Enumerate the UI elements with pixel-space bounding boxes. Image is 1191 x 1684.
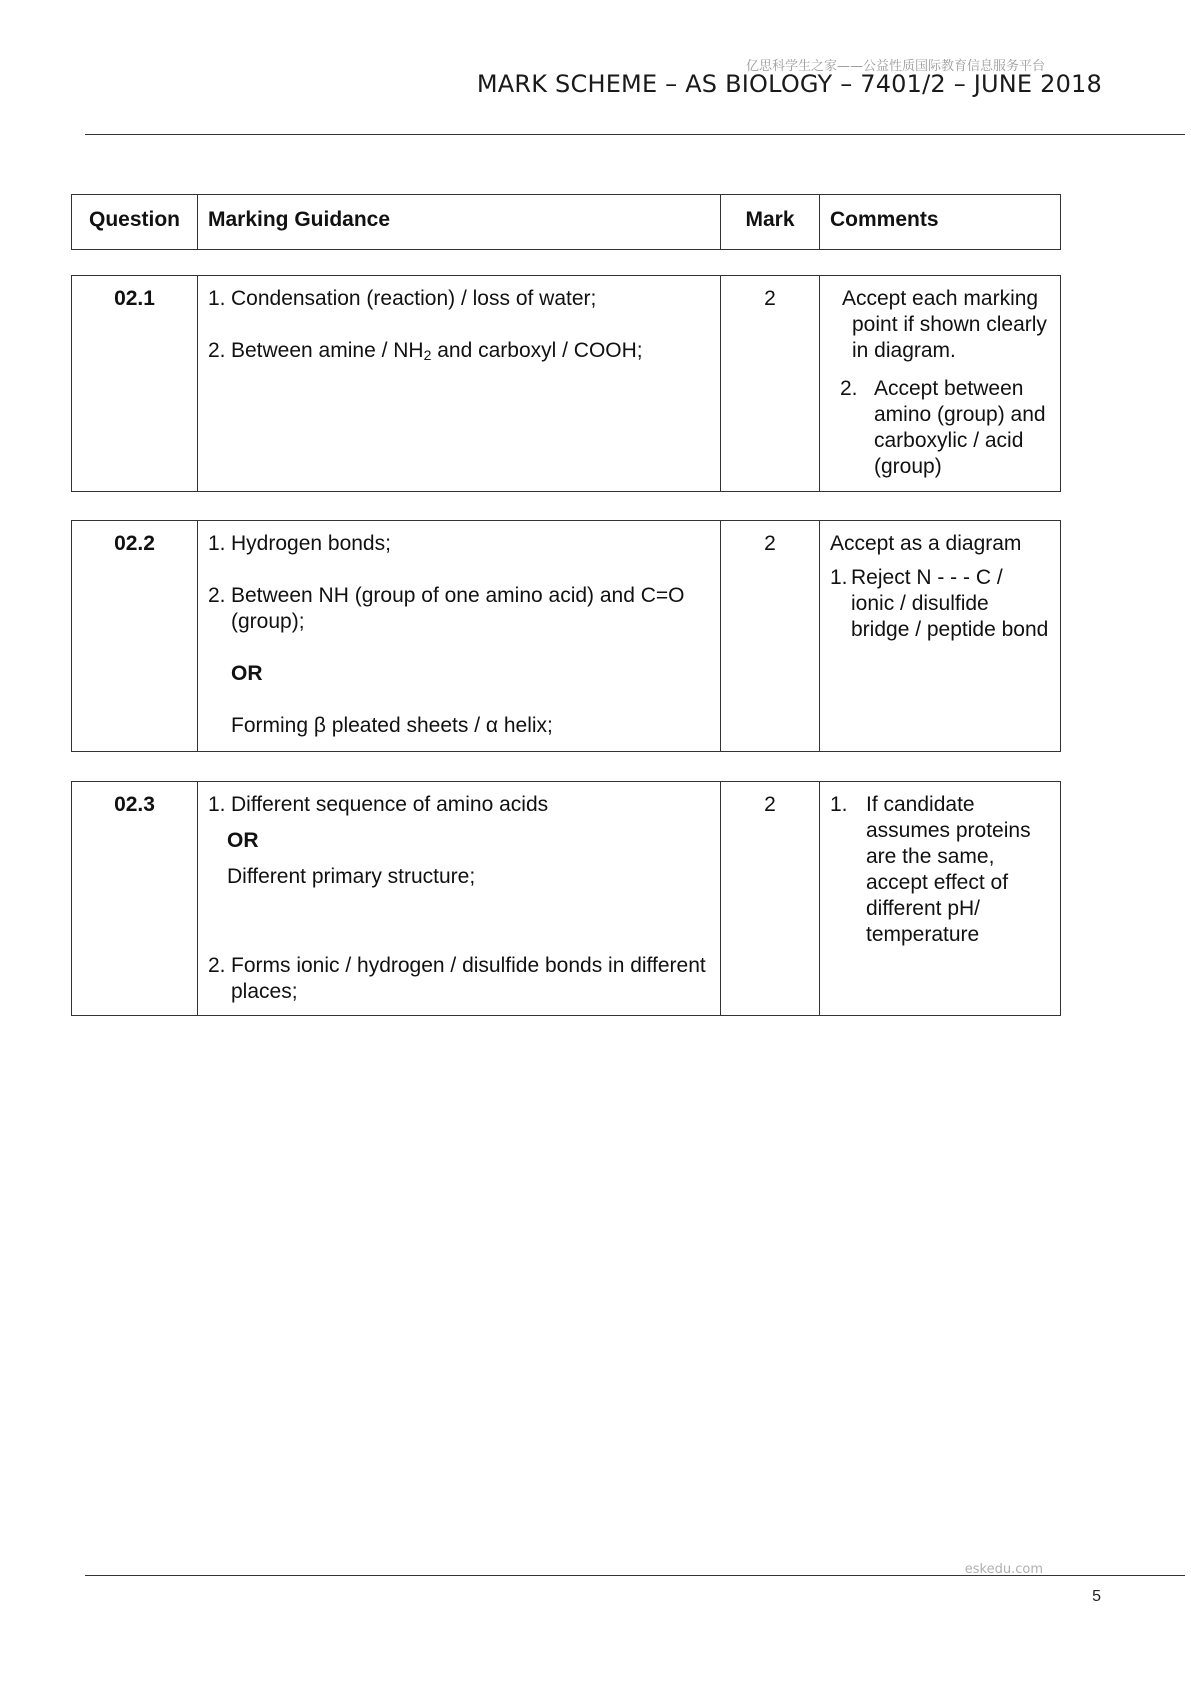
guidance-point (208, 792, 710, 818)
comments (820, 276, 1061, 492)
question-table-02-1 (71, 275, 1061, 492)
column-header-table (71, 194, 1061, 250)
point-number: 2. (208, 339, 226, 362)
question-number: 02.2 (72, 521, 198, 752)
table-row (72, 276, 1061, 492)
guidance-point (208, 338, 710, 368)
table-row (72, 521, 1061, 752)
column-header-row (72, 195, 1061, 250)
or-separator: OR (227, 829, 259, 852)
comment-number: 1. (830, 566, 848, 589)
header-mark: Mark (721, 195, 820, 250)
question-table-02-3 (71, 781, 1061, 1016)
point-text: Forms ionic / hydrogen / disulfide bonds in different places; (231, 954, 706, 1003)
point-text (231, 338, 710, 368)
point-number: 1. (208, 532, 226, 555)
guidance-point (208, 531, 710, 557)
comment-number: 1. (830, 793, 848, 816)
page-title: MARK SCHEME – AS BIOLOGY – 7401/2 – JUNE 2018 (476, 70, 1102, 98)
point-number: 1. (208, 793, 226, 816)
guidance-point (208, 583, 710, 635)
comment-number: 2. (840, 377, 858, 400)
header-question: Question (72, 195, 198, 250)
mark-value: 2 (721, 276, 820, 492)
point-number: 1. (208, 287, 226, 310)
point-text: Between NH (group of one amino acid) and C=O (group); (231, 584, 685, 633)
guidance-point (208, 286, 710, 312)
comment-intro: Accept as a diagram (830, 532, 1022, 555)
header-marking-guidance: Marking Guidance (198, 195, 721, 250)
comment-text: Reject N - - - C / ionic / disulfide bridge / peptide bond (851, 566, 1049, 641)
marking-guidance (198, 521, 721, 752)
point-text-part: and carboxyl / COOH; (431, 339, 643, 362)
point-text-part: Between amine / NH (231, 339, 424, 362)
comments (820, 782, 1061, 1016)
header-watermark: 亿思科学生之家——公益性质国际教育信息服务平台 (745, 59, 1045, 74)
point-number: 2. (208, 584, 226, 607)
footer-rule (85, 1575, 1185, 1576)
point-text: Different sequence of amino acids (231, 793, 549, 816)
header-comments: Comments (820, 195, 1061, 250)
comment-text: If candidate assumes proteins are the same, accept effect of different pH/ temperature (866, 793, 1031, 946)
mark-value: 2 (721, 782, 820, 1016)
table-row (72, 782, 1061, 1016)
comment-intro: Accept each marking point if shown clearly in diagram. (842, 287, 1047, 362)
comments (820, 521, 1061, 752)
alternative-point: Different primary structure; (227, 865, 476, 888)
page-number: 5 (1092, 1588, 1101, 1605)
comment-item (830, 376, 1050, 480)
comment-text: Accept between amino (group) and carboxylic / acid (group) (874, 377, 1046, 478)
marking-guidance (198, 782, 721, 1016)
guidance-point (208, 953, 710, 1005)
question-number: 02.1 (72, 276, 198, 492)
alternative-point: Forming β pleated sheets / α helix; (231, 714, 553, 737)
header-rule (85, 134, 1185, 135)
point-text: Condensation (reaction) / loss of water; (231, 287, 597, 310)
footer-watermark: eskedu.com (964, 1562, 1043, 1577)
marking-guidance (198, 276, 721, 492)
subscript: 2 (423, 347, 432, 363)
question-table-02-2 (71, 520, 1061, 752)
or-separator: OR (231, 662, 263, 685)
comment-item (830, 792, 1050, 948)
point-text: Hydrogen bonds; (231, 532, 391, 555)
question-number: 02.3 (72, 782, 198, 1016)
point-number: 2. (208, 954, 226, 977)
mark-value: 2 (721, 521, 820, 752)
comment-item (830, 565, 1050, 643)
